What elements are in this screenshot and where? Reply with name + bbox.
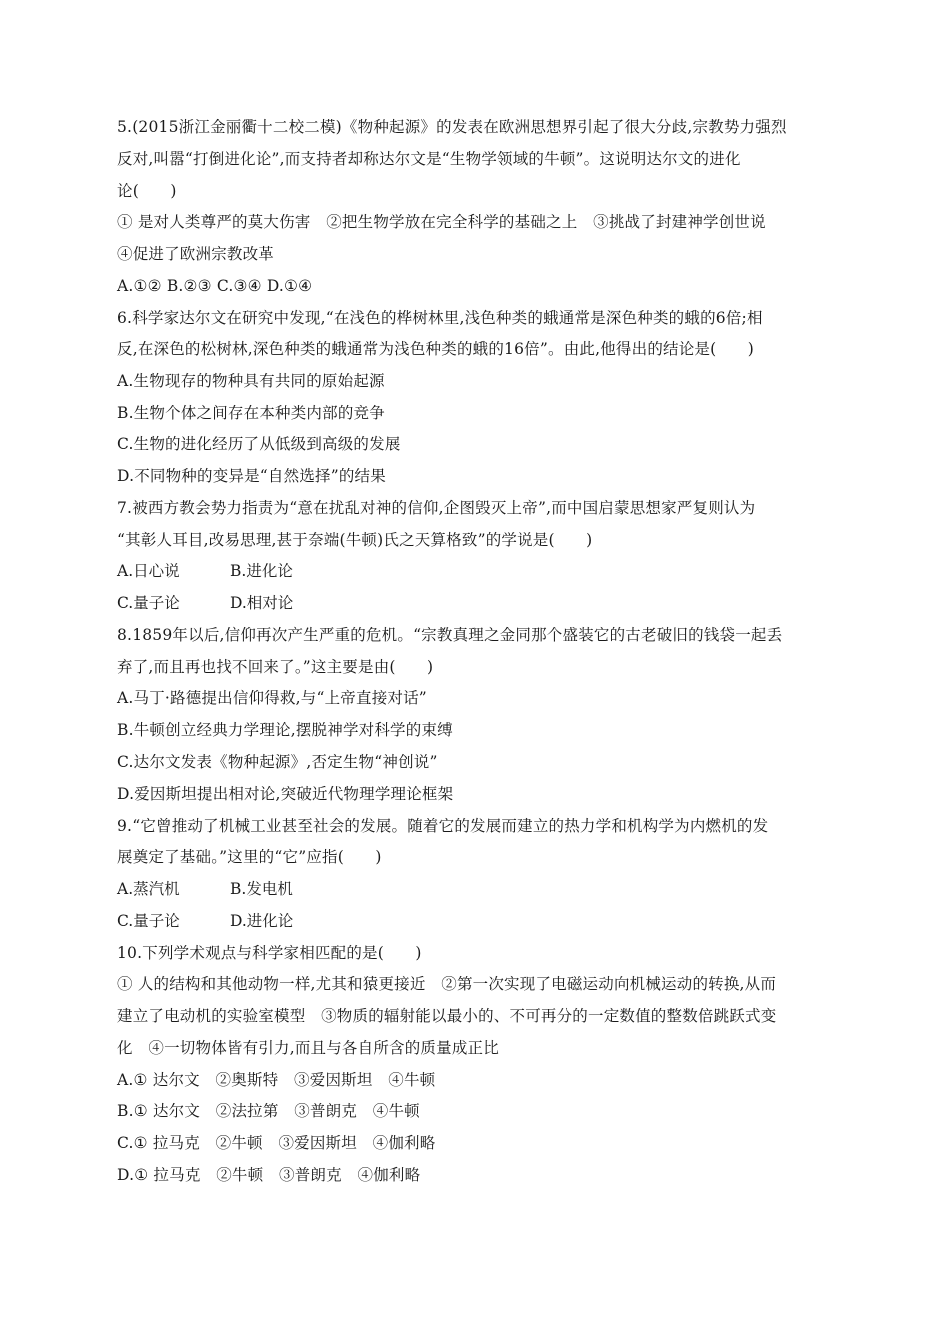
q7-options-row-1	[117, 561, 293, 581]
q10-statements-line-2: 建立了电动机的实验室模型 ③物质的辐射能以最小的、不可再分的一定数值的整数倍跳跃式变	[117, 1007, 777, 1025]
q6-stem-line-2: 反,在深色的松树林,深色种类的蛾通常为浅色种类的蛾的16倍”。由此,他得出的结论是( )	[117, 340, 755, 358]
q7-stem-line-2: “其彰人耳目,改易思理,甚于奈端(牛顿)氏之天算格致”的学说是( )	[117, 531, 593, 549]
q9-stem-line-2: 展奠定了基础。”这里的“它”应指( )	[117, 848, 382, 866]
q8-stem-line-1: 8.1859年以后,信仰再次产生严重的危机。“宗教真理之金同那个盛装它的古老破旧的钱袋一起丢	[117, 626, 783, 644]
q9-option-c: C.量子论	[117, 912, 180, 930]
q9-option-a: A.蒸汽机	[117, 880, 180, 898]
q8-option-b: B.牛顿创立经典力学理论,摆脱神学对科学的束缚	[117, 721, 453, 739]
q5-stem-line-1: 5.(2015浙江金丽衢十二校二模)《物种起源》的发表在欧洲思想界引起了很大分歧,宗教势力强烈	[117, 118, 787, 136]
q6-option-b: B.生物个体之间存在本种类内部的竞争	[117, 404, 385, 422]
q10-stem-line-1: 10.下列学术观点与科学家相匹配的是( )	[117, 944, 422, 962]
q8-stem-line-2: 弃了,而且再也找不回来了。”这主要是由( )	[117, 658, 434, 676]
q7-option-d: D.相对论	[230, 594, 294, 612]
q9-options-row-1	[117, 879, 293, 899]
q9-option-b: B.发电机	[230, 880, 293, 898]
q8-option-c: C.达尔文发表《物种起源》,否定生物“神创说”	[117, 753, 438, 771]
q7-stem-line-1: 7.被西方教会势力指责为“意在扰乱对神的信仰,企图毁灭上帝”,而中国启蒙思想家严复则认为	[117, 499, 756, 517]
q7-options-row-2	[117, 593, 293, 613]
q10-option-c: C.① 拉马克 ②牛顿 ③爱因斯坦 ④伽利略	[117, 1134, 436, 1152]
q8-option-d: D.爱因斯坦提出相对论,突破近代物理学理论框架	[117, 785, 454, 803]
q8-option-a: A.马丁·路德提出信仰得救,与“上帝直接对话”	[117, 689, 427, 707]
q5-stem-line-2: 反对,叫嚣“打倒进化论”,而支持者却称达尔文是“生物学领域的牛顿”。这说明达尔文的进化	[117, 150, 741, 168]
q5-options: A.①② B.②③ C.③④ D.①④	[117, 277, 313, 295]
q6-option-c: C.生物的进化经历了从低级到高级的发展	[117, 435, 401, 453]
q10-statements-line-3: 化 ④一切物体皆有引力,而且与各自所含的质量成正比	[117, 1039, 499, 1057]
q6-stem-line-1: 6.科学家达尔文在研究中发现,“在浅色的桦树林里,浅色种类的蛾通常是深色种类的蛾的6倍;相	[117, 309, 763, 327]
q10-option-b: B.① 达尔文 ②法拉第 ③普朗克 ④牛顿	[117, 1102, 420, 1120]
q9-option-d: D.进化论	[230, 912, 294, 930]
q6-option-d: D.不同物种的变异是“自然选择”的结果	[117, 467, 386, 485]
q9-options-row-2	[117, 911, 293, 931]
q7-option-b: B.进化论	[230, 562, 293, 580]
q10-statements-line-1: ① 人的结构和其他动物一样,尤其和猿更接近 ②第一次实现了电磁运动向机械运动的转换,从而	[117, 975, 777, 993]
q10-option-a: A.① 达尔文 ②奥斯特 ③爱因斯坦 ④牛顿	[117, 1071, 436, 1089]
q6-option-a: A.生物现存的物种具有共同的原始起源	[117, 372, 385, 390]
q7-option-c: C.量子论	[117, 594, 180, 612]
q10-option-d: D.① 拉马克 ②牛顿 ③普朗克 ④伽利略	[117, 1166, 421, 1184]
q5-stem-line-3: 论( )	[117, 182, 177, 200]
q5-statements-line-1: ① 是对人类尊严的莫大伤害 ②把生物学放在完全科学的基础之上 ③挑战了封建神学创世说	[117, 213, 766, 231]
q5-statements-line-2: ④促进了欧洲宗教改革	[117, 245, 275, 263]
q7-option-a: A.日心说	[117, 562, 180, 580]
q9-stem-line-1: 9.“它曾推动了机械工业甚至社会的发展。随着它的发展而建立的热力学和机构学为内燃机的发	[117, 817, 769, 835]
